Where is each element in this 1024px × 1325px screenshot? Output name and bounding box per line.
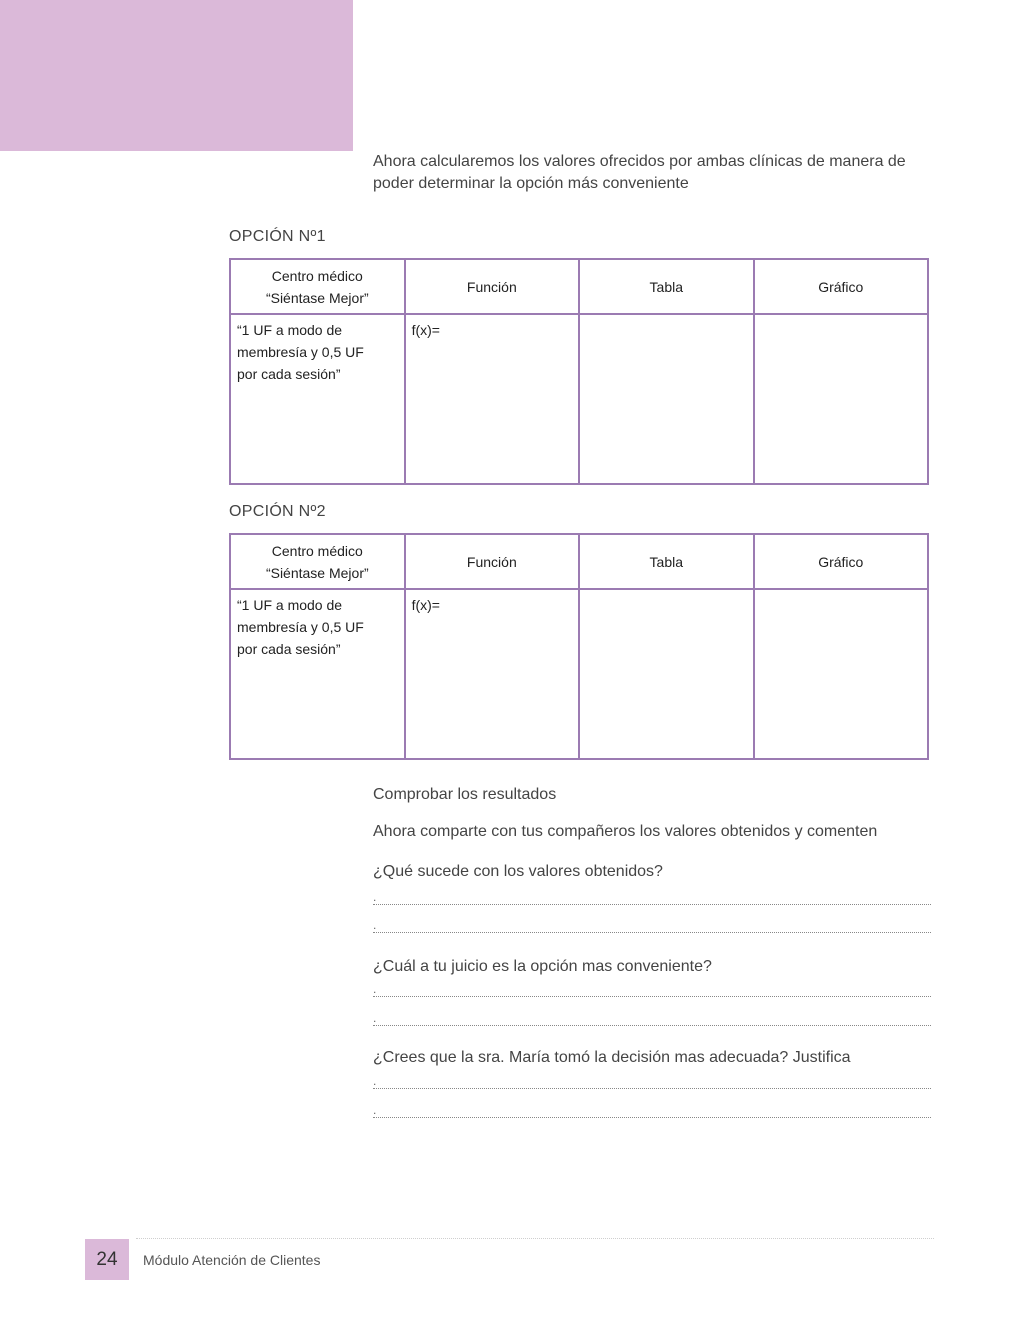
answer-line[interactable]: [373, 996, 931, 997]
option-2-label: OPCIÓN Nº2: [229, 503, 326, 520]
graph-cell[interactable]: [754, 314, 929, 484]
page-number: 24: [85, 1239, 129, 1280]
graph-cell[interactable]: [754, 589, 929, 759]
option-1-table: [229, 258, 929, 485]
header-graph: Gráfico: [754, 534, 929, 589]
option-2-table: [229, 533, 929, 760]
table-cell[interactable]: [579, 314, 753, 484]
header-function: Función: [405, 259, 579, 314]
table-cell[interactable]: [579, 589, 753, 759]
question-2: ¿Cuál a tu juicio es la opción mas conveniente?: [373, 958, 712, 975]
function-cell[interactable]: f(x)=: [405, 589, 579, 759]
answer-line[interactable]: [373, 1117, 931, 1118]
answer-line[interactable]: [373, 1025, 931, 1026]
intro-paragraph: Ahora calcularemos los valores ofrecidos por ambas clínicas de manera de poder determinar la opción más conveniente: [373, 153, 906, 192]
table-row: [230, 314, 928, 484]
header-medical-center: Centro médico “Siéntase Mejor”: [230, 534, 405, 589]
check-instruction: Ahora comparte con tus compañeros los valores obtenidos y comenten: [373, 823, 878, 840]
table-header-row: [230, 259, 928, 314]
header-table: Tabla: [579, 259, 753, 314]
answer-line[interactable]: [373, 904, 931, 905]
offer-description: “1 UF a modo de membresía y 0,5 UF por cada sesión”: [230, 314, 405, 484]
answer-line[interactable]: [373, 1088, 931, 1089]
table-row: [230, 589, 928, 759]
question-3: ¿Crees que la sra. María tomó la decisión mas adecuada? Justifica: [373, 1049, 851, 1066]
header-function: Función: [405, 534, 579, 589]
header-graph: Gráfico: [754, 259, 929, 314]
footer-module-name: Módulo Atención de Clientes: [143, 1252, 321, 1268]
check-results-title: Comprobar los resultados: [373, 786, 557, 803]
decorative-corner-block: [0, 0, 353, 151]
offer-description: “1 UF a modo de membresía y 0,5 UF por cada sesión”: [230, 589, 405, 759]
question-1: ¿Qué sucede con los valores obtenidos?: [373, 863, 663, 880]
header-table: Tabla: [579, 534, 753, 589]
option-1-label: OPCIÓN Nº1: [229, 228, 326, 245]
header-medical-center: Centro médico “Siéntase Mejor”: [230, 259, 405, 314]
footer-divider: [136, 1238, 934, 1239]
table-header-row: [230, 534, 928, 589]
answer-line[interactable]: [373, 932, 931, 933]
function-cell[interactable]: f(x)=: [405, 314, 579, 484]
